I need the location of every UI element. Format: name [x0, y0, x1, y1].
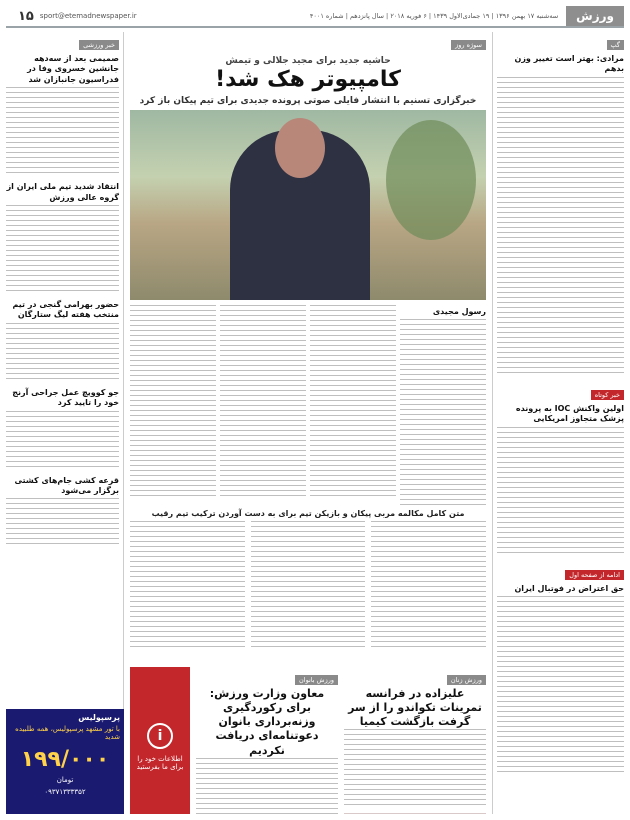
story-weightlifting	[196, 667, 338, 815]
article-body-lines	[497, 77, 624, 377]
article-body-lines	[130, 305, 216, 500]
transcript-body	[130, 521, 486, 661]
byline: رسول مجیدی	[432, 306, 486, 316]
bottom-stories	[130, 667, 486, 815]
ad-phone[interactable]: ۰۹۳۷۱۳۳۳۳۵۲	[44, 788, 86, 796]
article-body-lines	[220, 305, 306, 500]
article-body-lines	[196, 758, 338, 814]
photo-head	[275, 118, 325, 178]
page-number: ۱۵	[18, 8, 34, 24]
main-subheadline: خبرگزاری تسنیم با انتشار فایلی صوتی پرونده جدیدی برای تیم پیکان باز کرد	[139, 95, 477, 106]
left-headline-3[interactable]: حضور بهرامی گنجی در تیم منتخب هفته لیگ ستارگان	[12, 299, 119, 320]
article-body-lines	[310, 305, 396, 500]
main-article-body	[130, 305, 486, 505]
section-email[interactable]: sport@etemadnewspaper.ir	[39, 12, 137, 20]
info-box	[130, 667, 190, 815]
article-body-lines	[6, 87, 119, 177]
photo-background	[386, 120, 476, 240]
article-body-lines	[6, 498, 119, 548]
story-kicker: ورزش زنان	[447, 675, 486, 685]
ad-brand: پرسپولیس	[78, 713, 120, 722]
article-body-lines	[400, 319, 486, 509]
info-box-text: اطلاعات خود را برای ما بفرستید	[136, 754, 184, 771]
article-body-lines	[6, 205, 119, 295]
article-body-lines	[344, 729, 486, 809]
main-column	[130, 32, 486, 814]
main-kicker: سوژه روز	[451, 40, 486, 50]
transcript-headline[interactable]: متن کامل مکالمه مربی پیکان و بازیکن تیم برای به دست آوردن ترکیب تیم رقیب	[151, 508, 465, 518]
info-icon: i	[147, 723, 173, 749]
right-column	[492, 32, 624, 814]
left-headline-5[interactable]: قرعه کشی جام‌های کشتی برگزار می‌شود	[14, 475, 119, 495]
right-kicker-3: ادامه از صفحه اول	[565, 570, 624, 580]
ad-price: ۱۹۹/۰۰۰	[20, 747, 110, 772]
article-body-lines	[6, 323, 119, 383]
issue-info: سه‌شنبه ۱۷ بهمن ۱۳۹۶ | ۱۹ جمادی‌الاول ۱۴۳۹ | ۶ فوریه ۲۰۱۸ | سال پانزدهم | شماره ۴۰۰۱	[309, 12, 559, 20]
left-kicker: خبر ورزشی	[79, 40, 119, 50]
left-headline-2[interactable]: انتقاد شدید تیم ملی ایران از گروه عالی ورزش	[6, 182, 119, 202]
main-overline: حاشیه جدید برای مجید جلالی و تیمش	[225, 56, 391, 66]
story-headline[interactable]: علیزاده در فرانسه تمرینات تکواندو را از سر گرفت بازگشت کیمیا	[348, 686, 482, 729]
right-kicker-2: خبر کوتاه	[591, 390, 624, 400]
article-body-lines	[251, 521, 366, 651]
main-photo	[130, 110, 486, 300]
article-body-lines	[371, 521, 486, 651]
left-headline-1[interactable]: صمیمی بعد از سه‌دهه جانشین خسروی وفا در فدراسیون جانبازان شد	[27, 54, 119, 84]
ad-price-unit: تومان	[56, 776, 74, 784]
story-photo	[344, 813, 486, 814]
right-block-2	[497, 382, 624, 557]
ad-tagline: با تور مشهد پرسپولیس، همه طلبیده شدید	[15, 725, 120, 741]
right-headline-2[interactable]: اولین واکنش IOC به پرونده پزشک متجاوز امریکایی	[515, 403, 624, 424]
right-headline-1[interactable]: مرادی: بهتر است تغییر وزن بدهم	[514, 54, 624, 74]
article-body-lines	[130, 521, 245, 651]
article-body-lines	[497, 596, 624, 776]
article-body-lines	[497, 427, 624, 557]
left-headline-4[interactable]: جو کوویچ عمل جراحی آرنج خود را تایید کرد	[12, 387, 119, 408]
story-headline[interactable]: معاون وزارت ورزش: برای رکوردگیری وزنه‌برداری بانوان دعوتنامه‌ای دریافت نکردیم	[209, 686, 325, 757]
main-headline-block	[130, 56, 486, 106]
article-body-lines	[6, 411, 119, 471]
right-block-1	[497, 32, 624, 377]
left-column	[6, 32, 124, 814]
story-kicker: ورزش بانوان	[295, 675, 338, 685]
right-block-3	[497, 562, 624, 776]
right-kicker-1: گپ	[607, 40, 624, 50]
story-kimia	[344, 667, 486, 815]
right-headline-3[interactable]: حق اعتراض در فوتبال ایران	[514, 583, 624, 593]
section-label: ورزش	[566, 6, 624, 26]
main-headline[interactable]: کامپیوتر هک شد!	[215, 67, 401, 92]
page-header	[6, 6, 624, 28]
travel-ad[interactable]	[6, 709, 124, 814]
